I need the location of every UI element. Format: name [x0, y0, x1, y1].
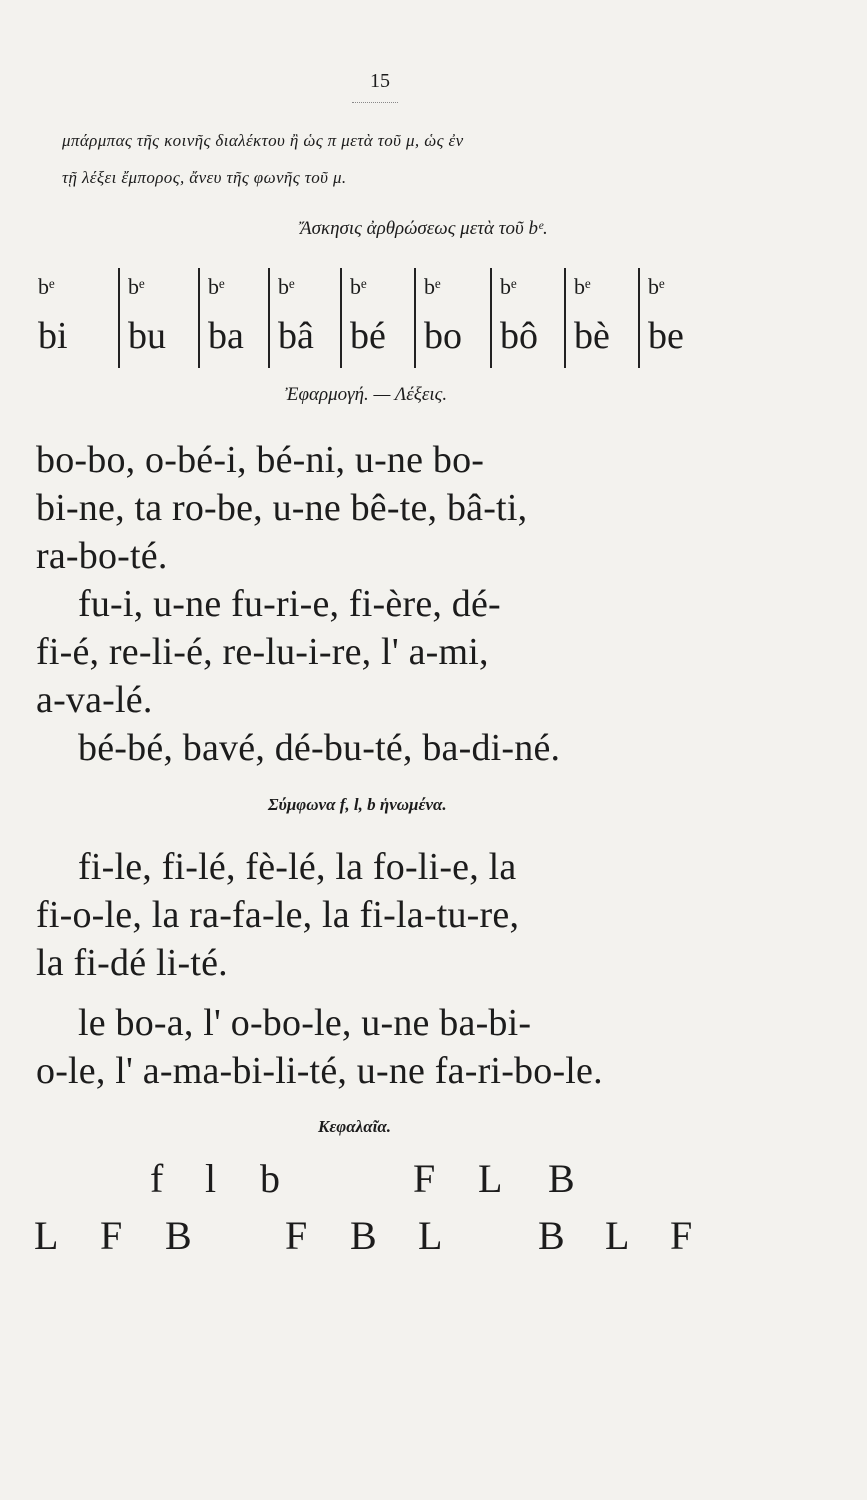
- capital-letter: F: [285, 1213, 308, 1258]
- paragraph-5-line-1: le bo-a, l' o-bo-le, u-ne ba-bi-: [78, 1002, 532, 1044]
- paragraph-2-line-2: fi-é, re-li-é, re-lu-i-re, l' a-mi,: [36, 631, 489, 673]
- syllable-top: bᵉ: [574, 274, 591, 299]
- intro-line-2: τῇ λέξει ἔμπορος, ἄνευ τῆς φωνῆς τοῦ μ.: [62, 168, 347, 187]
- paragraph-1-line-3: ra-bo-té.: [36, 535, 168, 577]
- syllable-bottom: bè: [574, 315, 610, 357]
- exercise-heading: Ἄσκησις ἀρθρώσεως μετὰ τοῦ bᵉ.: [300, 218, 548, 239]
- capital-letter: B: [548, 1156, 575, 1201]
- capital-letter: B: [350, 1213, 377, 1258]
- intro-line-1: μπάρμπας τῆς κοινῆς διαλέκτου ἢ ὡς π μετὰ τοῦ μ, ὡς ἐν: [62, 131, 464, 150]
- syllable-cell: [414, 268, 490, 368]
- syllable-cell: [30, 268, 118, 368]
- paragraph-2-line-1: fu-i, u-ne fu-ri-e, fi-ère, dé-: [78, 583, 501, 625]
- syllable-top: bᵉ: [350, 274, 367, 299]
- syllable-bottom: bé: [350, 315, 386, 357]
- syllable-top: bᵉ: [208, 274, 225, 299]
- capital-letter: F: [413, 1156, 436, 1201]
- syllable-top: bᵉ: [648, 274, 665, 299]
- capital-letter: f: [150, 1156, 164, 1201]
- syllable-table: [30, 268, 720, 368]
- syllable-bottom: bu: [128, 315, 166, 357]
- paragraph-3-line-1: bé-bé, bavé, dé-bu-té, ba-di-né.: [78, 727, 561, 769]
- paragraph-4-line-2: fi-o-le, la ra-fa-le, la fi-la-tu-re,: [36, 894, 520, 936]
- syllable-cell: [268, 268, 340, 368]
- syllable-cell: [118, 268, 198, 368]
- syllable-bottom: bi: [38, 315, 68, 357]
- capital-letter: L: [605, 1213, 630, 1258]
- capital-letter: F: [670, 1213, 693, 1258]
- capital-letter: l: [205, 1156, 217, 1201]
- page-number-rule: [352, 102, 398, 103]
- capital-letter: L: [478, 1156, 503, 1201]
- syllable-cell: [564, 268, 638, 368]
- paragraph-4-line-3: la fi-dé li-té.: [36, 942, 228, 984]
- paragraph-1-line-1: bo-bo, o-bé-i, bé-ni, u-ne bo-: [36, 439, 485, 481]
- syllable-bottom: bo: [424, 315, 462, 357]
- syllable-bottom: bô: [500, 315, 538, 357]
- application-heading: Ἐφαρμογή. — Λέξεις.: [285, 384, 448, 405]
- syllable-bottom: bâ: [278, 315, 314, 357]
- capital-letter: b: [260, 1156, 280, 1201]
- syllable-cell: [638, 268, 720, 368]
- paragraph-5-line-2: o-le, l' a-ma-bi-li-té, u-ne fa-ri-bo-le.: [36, 1050, 603, 1092]
- syllable-bottom: be: [648, 315, 684, 357]
- syllable-top: bᵉ: [278, 274, 295, 299]
- paragraph-2-line-3: a-va-lé.: [36, 679, 153, 721]
- paragraph-1-line-2: bi-ne, ta ro-be, u-ne bê-te, bâ-ti,: [36, 487, 528, 529]
- syllable-top: bᵉ: [38, 274, 55, 299]
- united-consonants-heading: Σύμφωνα f, l, b ἡνωμένα.: [268, 795, 447, 814]
- capital-letter: F: [100, 1213, 123, 1258]
- syllable-cell: [490, 268, 564, 368]
- syllable-top: bᵉ: [128, 274, 145, 299]
- capital-letter: L: [418, 1213, 443, 1258]
- paragraph-4-line-1: fi-le, fi-lé, fè-lé, la fo-li-e, la: [78, 846, 517, 888]
- capital-letter: B: [165, 1213, 192, 1258]
- syllable-cell: [340, 268, 414, 368]
- page-number: 15: [370, 70, 390, 92]
- capital-letter: B: [538, 1213, 565, 1258]
- capitals-heading: Κεφαλαῖα.: [318, 1117, 391, 1136]
- syllable-cell: [198, 268, 268, 368]
- syllable-top: bᵉ: [500, 274, 517, 299]
- capital-letter: L: [34, 1213, 59, 1258]
- syllable-top: bᵉ: [424, 274, 441, 299]
- syllable-bottom: ba: [208, 315, 244, 357]
